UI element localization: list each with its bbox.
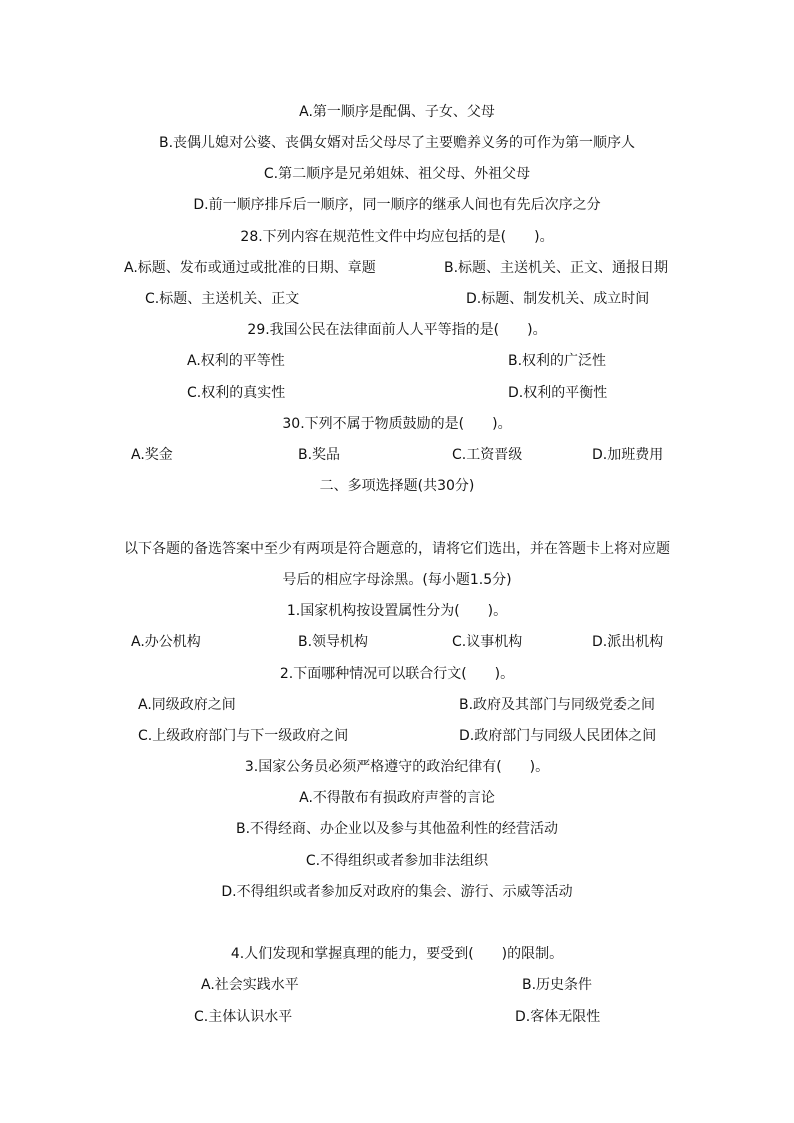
q30-stem: 30.下列不属于物质鼓励的是( )。: [282, 416, 512, 432]
m1-option-a: A.办公机构: [131, 634, 201, 650]
m1-option-c: C.议事机构: [452, 634, 523, 650]
m4-option-b: B.历史条件: [522, 977, 593, 993]
q30-option-c: C.工资晋级: [452, 447, 523, 463]
section-instruction-line-1: 以下各题的备选答案中至少有两项是符合题意的，请将它们选出，并在答题卡上将对应题: [124, 541, 670, 557]
q29-option-b: B.权利的广泛性: [508, 353, 607, 369]
q27-option-d: D.前一顺序排斥后一顺序，同一顺序的继承人间也有先后次序之分: [193, 197, 601, 213]
m3-stem: 3.国家公务员必须严格遵守的政治纪律有( )。: [244, 759, 550, 775]
q30-option-d: D.加班费用: [592, 447, 664, 463]
m3-option-c: C.不得组织或者参加非法组织: [305, 853, 489, 869]
q28-option-a: A.标题、发布或通过或批准的日期、章题: [124, 260, 376, 276]
q29-option-d: D.权利的平衡性: [508, 385, 608, 401]
m4-option-a: A.社会实践水平: [201, 977, 299, 993]
q28-option-d: D.标题、制发机关、成立时间: [466, 291, 650, 307]
m3-option-b: B.不得经商、办企业以及参与其他盈利性的经营活动: [235, 821, 559, 837]
m2-option-b: B.政府及其部门与同级党委之间: [459, 697, 656, 713]
m2-stem: 2.下面哪种情况可以联合行文( )。: [279, 666, 515, 682]
q28-option-b: B.标题、主送机关、正文、通报日期: [444, 260, 669, 276]
m2-option-a: A.同级政府之间: [138, 697, 236, 713]
q28-stem: 28.下列内容在规范性文件中均应包括的是( )。: [240, 229, 554, 245]
m1-option-b: B.领导机构: [298, 634, 369, 650]
m4-stem: 4.人们发现和掌握真理的能力，要受到( )的限制。: [230, 946, 564, 962]
q30-option-a: A.奖金: [131, 447, 173, 463]
m4-option-c: C.主体认识水平: [194, 1009, 293, 1025]
q29-option-a: A.权利的平等性: [187, 353, 285, 369]
q30-option-b: B.奖品: [298, 447, 341, 463]
q29-option-c: C.权利的真实性: [187, 385, 286, 401]
m4-option-d: D.客体无限性: [515, 1009, 601, 1025]
q27-option-b: B.丧偶儿媳对公婆、丧偶女婿对岳父母尽了主要赡养义务的可作为第一顺序人: [158, 135, 636, 151]
m3-option-d: D.不得组织或者参加反对政府的集会、游行、示威等活动: [221, 884, 573, 900]
q27-option-c: C.第二顺序是兄弟姐妹、祖父母、外祖父母: [263, 166, 531, 182]
q29-stem: 29.我国公民在法律面前人人平等指的是( )。: [247, 322, 547, 338]
section-heading: 二、多项选择题(共30分): [319, 478, 475, 494]
q28-option-c: C.标题、主送机关、正文: [145, 291, 300, 307]
m3-option-a: A.不得散布有损政府声誉的言论: [299, 790, 495, 806]
m1-stem: 1.国家机构按设置属性分为( )。: [286, 603, 508, 619]
q27-option-a: A.第一顺序是配偶、子女、父母: [299, 104, 495, 120]
section-instruction-line-2: 号后的相应字母涂黑。(每小题1.5分): [282, 572, 512, 588]
m2-option-d: D.政府部门与同级人民团体之间: [459, 728, 657, 744]
m2-option-c: C.上级政府部门与下一级政府之间: [138, 728, 349, 744]
m1-option-d: D.派出机构: [592, 634, 664, 650]
